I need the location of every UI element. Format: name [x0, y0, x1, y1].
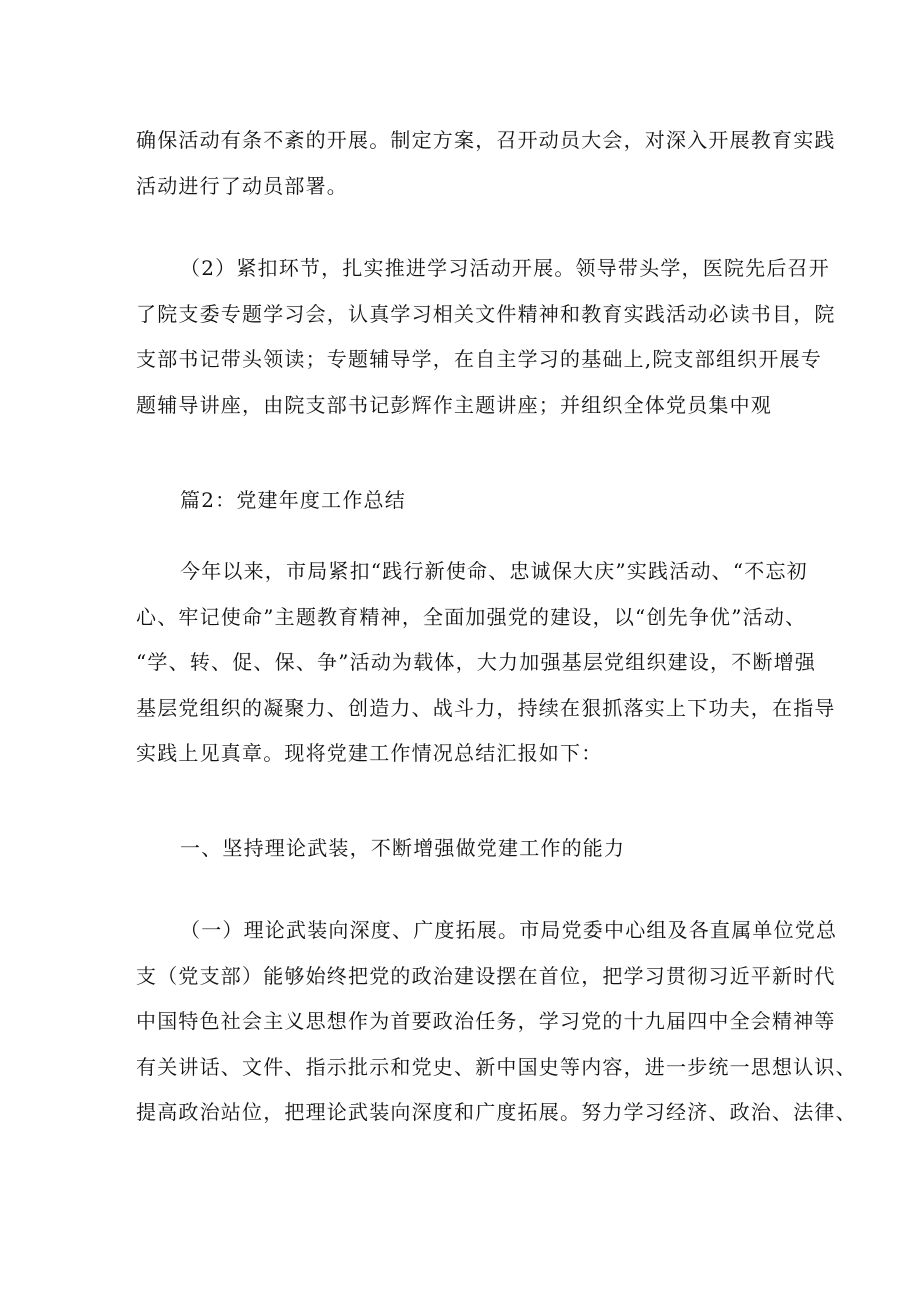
text-line: （2）紧扣环节，扎实推进学习活动开展。领导带头学，医院先后召开 [180, 256, 830, 280]
text-line: 实践上见真章。现将党建工作情况总结汇报如下： [136, 741, 603, 765]
paragraph-activity-deployment [136, 118, 836, 209]
paragraph-study-activities [136, 246, 836, 428]
section-heading-theory [136, 826, 796, 872]
text-line: 支部书记带头领读；专题辅导学，在自主学习的基础上,院支部组织开展专 [136, 347, 822, 371]
text-line: 中国特色社会主义思想作为首要政治任务，学习党的十九届四中全会精神等 [136, 1009, 836, 1033]
text-line: 心、牢记使命”主题教育精神，全面加强党的建设，以“创先争优”活动、 [136, 604, 807, 629]
text-line: 一、坚持理论武装，不断增强做党建工作的能力 [180, 836, 626, 860]
text-line: 题辅导讲座，由院支部书记彭辉作主题讲座；并组织全体党员集中观 [136, 392, 772, 417]
text-line: 篇2：党建年度工作总结 [180, 488, 406, 512]
text-line: 今年以来，市局紧扣“践行新使命、忠诚保大庆”实践活动、“不忘初 [180, 559, 808, 583]
text-line: 确保活动有条不紊的开展。制定方案，召开动员大会，对深入开展教育实践 [136, 128, 836, 152]
text-line: （一）理论武装向深度、广度拓展。市局党委中心组及各直属单位党总 [180, 918, 838, 942]
text-line: 了院支委专题学习会，认真学习相关文件精神和教育实践活动必读书目，院 [136, 301, 836, 326]
text-line: 活动进行了动员部署。 [136, 173, 348, 198]
text-line: 基层党组织的凝聚力、创造力、战斗力，持续在狠抓落实上下功夫，在指导 [136, 695, 836, 720]
paragraph-annual-overview [136, 549, 836, 777]
text-line: 有关讲话、文件、指示批示和党史、新中国史等内容，进一步统一思想认识、 [136, 1054, 857, 1079]
section-heading-article-2 [136, 478, 796, 524]
paragraph-theory-expansion [136, 908, 857, 1136]
text-line: 支（党支部）能够始终把党的政治建设摆在首位，把学习贯彻习近平新时代 [136, 963, 836, 988]
text-line: “学、转、促、保、争”活动为载体，大力加强基层党组织建设，不断增强 [136, 650, 817, 674]
text-line: 提高政治站位，把理论武装向深度和广度拓展。努力学习经济、政治、法律、 [136, 1100, 857, 1124]
